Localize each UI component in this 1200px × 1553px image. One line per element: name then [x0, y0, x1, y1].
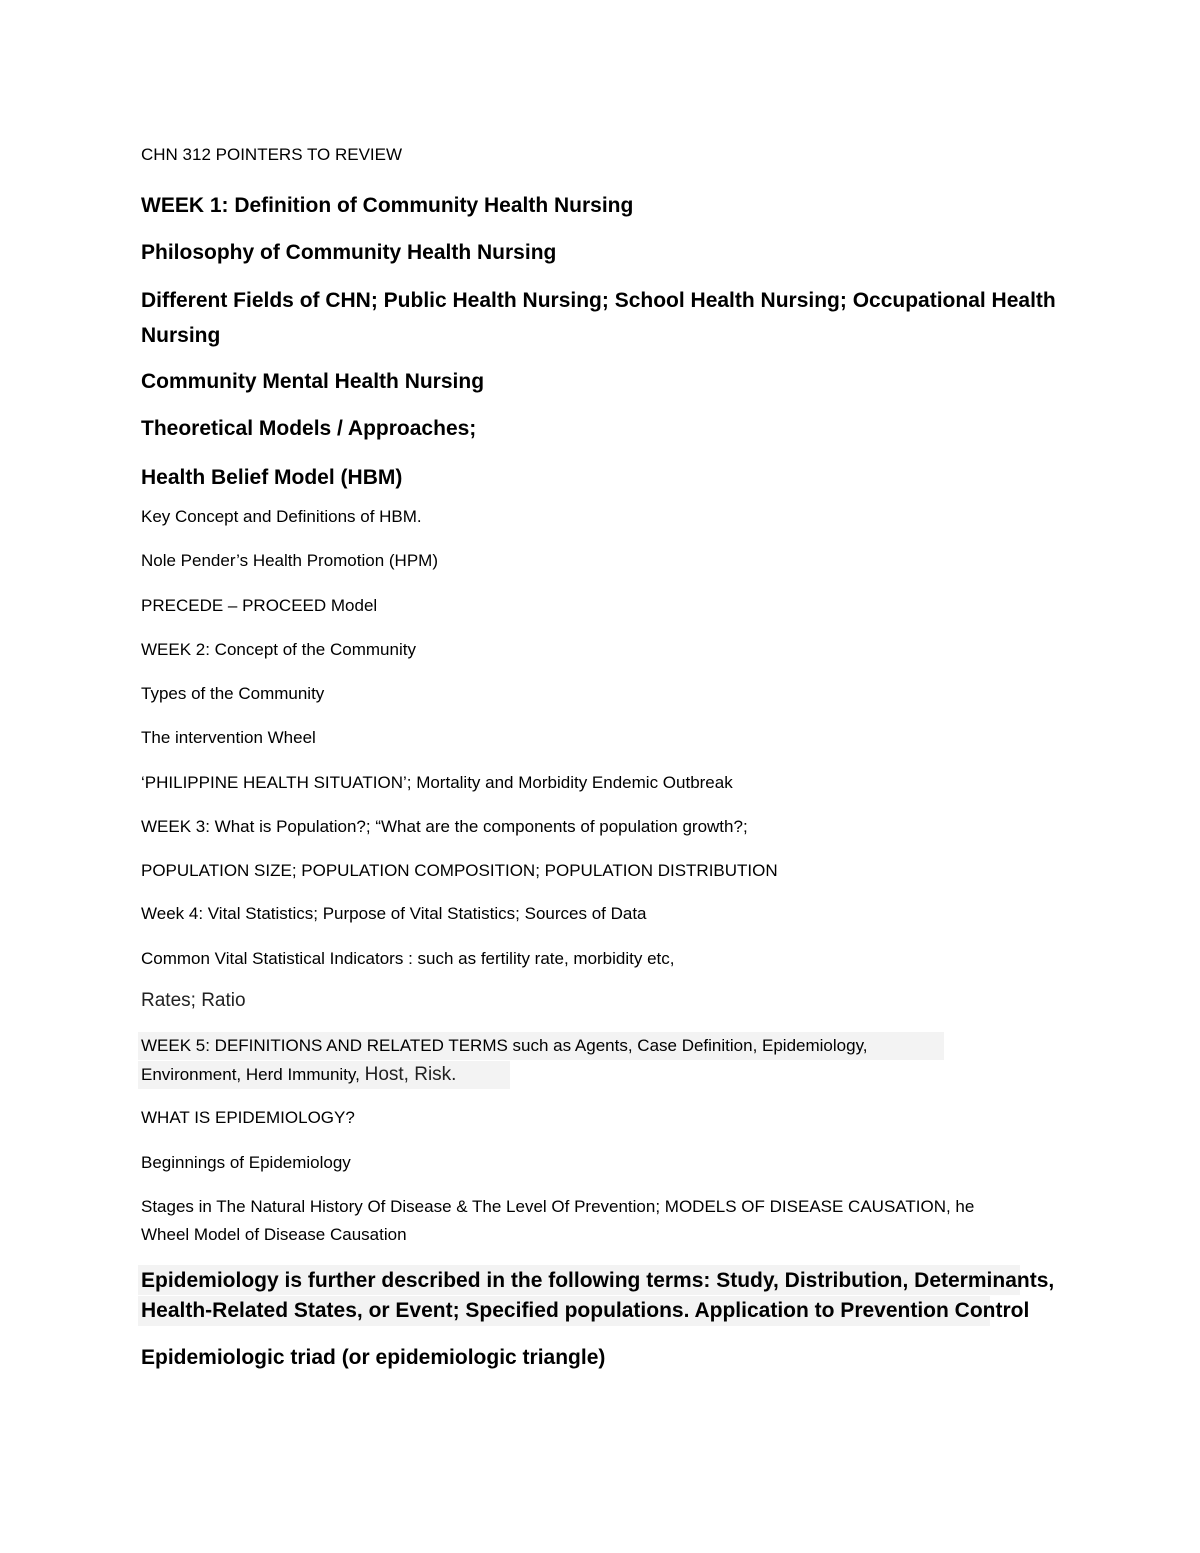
- pender-line: Nole Pender’s Health Promotion (HPM): [141, 551, 438, 570]
- stages-line: Stages in The Natural History Of Disease & The Level Of Prevention; MODELS OF DISEASE CAUSATION, he: [141, 1197, 975, 1216]
- epidemiology-terms-line-cont: Health-Related States, or Event; Specified populations. Application to Prevention Control: [141, 1299, 1030, 1322]
- week3-line: WEEK 3: What is Population?; “What are the components of population growth?;: [141, 817, 748, 836]
- vital-indicators-line: Common Vital Statistical Indicators : such as fertility rate, morbidity etc,: [141, 949, 675, 968]
- week1-heading: WEEK 1: Definition of Community Health Nursing: [141, 194, 634, 217]
- intervention-wheel-line: The intervention Wheel: [141, 728, 316, 747]
- week5-line: WEEK 5: DEFINITIONS AND RELATED TERMS such as Agents, Case Definition, Epidemiology,: [141, 1036, 868, 1055]
- what-is-epidemiology-line: WHAT IS EPIDEMIOLOGY?: [141, 1108, 355, 1127]
- community-types-line: Types of the Community: [141, 684, 325, 703]
- week5-terms-text: Environment, Herd Immunity,: [141, 1065, 365, 1084]
- stages-line-cont: Wheel Model of Disease Causation: [141, 1225, 407, 1244]
- beginnings-line: Beginnings of Epidemiology: [141, 1153, 351, 1172]
- population-line: POPULATION SIZE; POPULATION COMPOSITION; POPULATION DISTRIBUTION: [141, 861, 778, 880]
- theoretical-models-line: Theoretical Models / Approaches;: [141, 417, 477, 440]
- epidemiologic-triad-line: Epidemiologic triad (or epidemiologic triangle): [141, 1346, 606, 1369]
- mental-health-line: Community Mental Health Nursing: [141, 370, 485, 393]
- fields-line: Different Fields of CHN; Public Health Nursing; School Health Nursing; Occupational Health: [141, 289, 1056, 312]
- hbm-line: Health Belief Model (HBM): [141, 466, 403, 489]
- philosophy-line: Philosophy of Community Health Nursing: [141, 241, 557, 264]
- epidemiology-terms-line: Epidemiology is further described in the following terms: Study, Distribution, Determinants,: [141, 1269, 1055, 1292]
- week2-line: WEEK 2: Concept of the Community: [141, 640, 416, 659]
- hbm-key-concept-line: Key Concept and Definitions of HBM.: [141, 507, 422, 526]
- fields-line-cont: Nursing: [141, 324, 221, 347]
- precede-line: PRECEDE – PROCEED Model: [141, 596, 378, 615]
- document-title: CHN 312 POINTERS TO REVIEW: [141, 145, 403, 164]
- philippine-health-line: ‘PHILIPPINE HEALTH SITUATION’; Mortality and Morbidity Endemic Outbreak: [141, 773, 733, 792]
- week4-line: Week 4: Vital Statistics; Purpose of Vital Statistics; Sources of Data: [141, 904, 647, 923]
- host-risk-text: Host, Risk.: [364, 1064, 457, 1085]
- week5-line-cont: [141, 1064, 1071, 1086]
- rates-ratio-line: Rates; Ratio: [141, 990, 246, 1011]
